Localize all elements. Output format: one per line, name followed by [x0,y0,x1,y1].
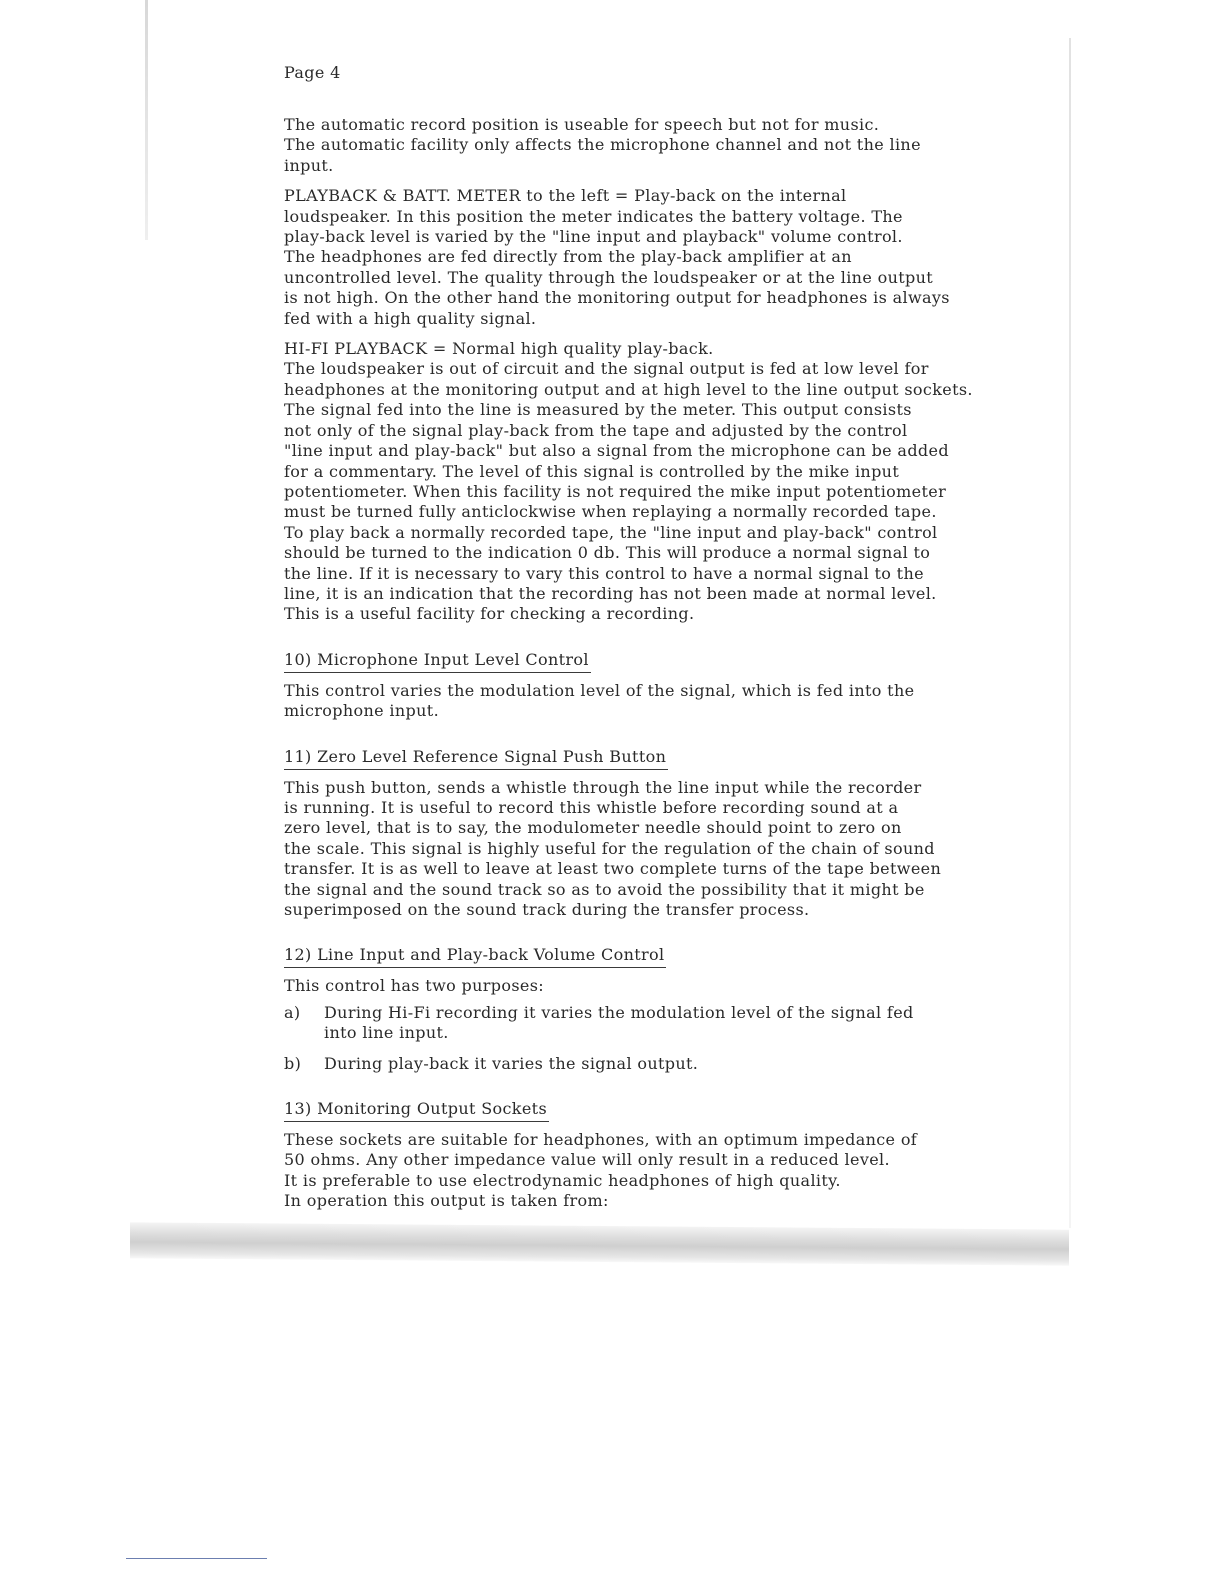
scan-left-edge [145,0,148,240]
section-11 [284,732,1004,921]
hifi-playback-paragraph: HI-FI PLAYBACK = Normal high quality play-back. The loudspeaker is out of circuit and the signal output is fed at low level for headphones at the monitoring output and at high level to the line output sockets. The signal fed into the line is measured by the meter. This output consists not only of the signal play-back from the tape and adjusted by the control "line input and play-back" but also a signal from the microphone can be added for a commentary. The level of this signal is controlled by the mike input potentiometer. When this facility is not required the mike input potentiometer must be turned fully anticlockwise when replaying a normally recorded tape. To play back a normally recorded tape, the "line input and play-back" control should be turned to the indication 0 db. This will produce a normal signal to the line. If it is necessary to vary this control to have a normal signal to the line, it is an indication that the recording has not been made at normal level. This is a useful facility for checking a recording. [284,339,973,624]
section-13 [284,1084,1004,1212]
playback-paragraph: PLAYBACK & BATT. METER to the left = Play-back on the internal loudspeaker. In this position the meter indicates the battery voltage. The play-back level is varied by the "line input and playback" volume control. The headphones are fed directly from the play-back amplifier at an uncontrolled level. The quality through the loudspeaker or at the line output is not high. On the other hand the monitoring output for headphones is always fed with a high quality signal. [284,186,950,328]
list-marker: a) [284,1002,301,1022]
list-item [284,1003,1004,1044]
section-body-microphone-input: This control varies the modulation level of the signal, which is fed into the microphone input. [284,680,915,721]
section-12 [284,930,1004,1074]
section-heading-microphone-input: 10) Microphone Input Level Control [284,649,591,673]
list-item [284,1054,1004,1074]
list-text: During Hi-Fi recording it varies the modulation level of the signal fed into line input. [324,1002,914,1043]
intro-paragraph: The automatic record position is useable for speech but not for music. The automatic facility only affects the microphone channel and not the line input. [284,115,921,175]
list-text: During play-back it varies the signal output. [324,1053,699,1073]
section-body-monitoring-output: These sockets are suitable for headphones, with an optimum impedance of 50 ohms. Any other impedance value will only result in a reduced level. It is preferable to use electrodynamic headphones of high quality. In operation this output is taken from: [284,1130,918,1211]
section-heading-monitoring-output: 13) Monitoring Output Sockets [284,1098,549,1122]
section-heading-zero-level: 11) Zero Level Reference Signal Push Button [284,746,668,770]
section-body-zero-level: This push button, sends a whistle through the line input while the recorder is running. It is useful to record this whistle before recording sound at a zero level, that is to say, the modulometer needle should point to zero on the scale. This signal is highly useful for the regulation of the chain of sound transfer. It is as well to leave at least two complete turns of the tape between the signal and the sound track so as to avoid the possibility that it might be superimposed on the sound track during the transfer process. [284,777,942,919]
scan-bottom-shadow [130,1222,1069,1265]
section-body-line-input-volume: This control has two purposes: [284,976,545,996]
list-marker: b) [284,1053,302,1073]
section-heading-line-input-volume: 12) Line Input and Play-back Volume Control [284,944,666,968]
page-number: Page 4 [284,63,341,82]
section-10 [284,635,1004,722]
scan-footer-line [126,1558,267,1559]
document-page [284,60,1004,1222]
scan-right-edge [1069,38,1071,1228]
